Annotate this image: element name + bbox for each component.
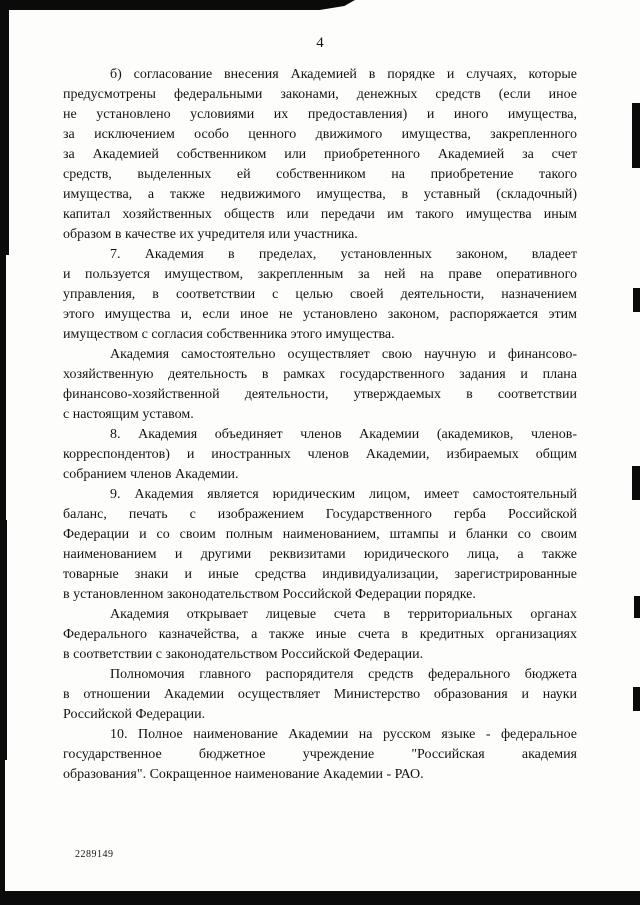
text-line: Академия открывает лицевые счета в территориальных органах bbox=[110, 607, 577, 622]
text-line: имуществом с согласия собственника этого имущества. bbox=[63, 327, 395, 342]
document-body bbox=[63, 65, 577, 785]
text-line: Российской Федерации. bbox=[63, 707, 206, 722]
text-line: за Академией собственником или приобретенного Академией за счет bbox=[63, 147, 577, 162]
scan-artifact-right-edge-5 bbox=[633, 687, 640, 711]
paragraph bbox=[63, 605, 577, 665]
text-line: 8. Академия объединяет членов Академии (академиков, членов- bbox=[110, 427, 577, 442]
text-line: Полномочия главного распорядителя средств федерального бюджета bbox=[110, 667, 577, 682]
text-line: и пользуется имуществом, закрепленным за ней на праве оперативного bbox=[63, 267, 577, 282]
text-line: образом в качестве их учредителя или участника. bbox=[63, 227, 358, 242]
scan-artifact-right-edge-4 bbox=[634, 596, 640, 618]
text-line: б) согласование внесения Академией в порядке и случаях, которые bbox=[110, 67, 577, 82]
paragraph bbox=[63, 425, 577, 485]
scan-artifact-top-edge bbox=[0, 0, 355, 10]
text-line: наименованием и другими реквизитами юридического лица, а также bbox=[63, 547, 577, 562]
scan-artifact-right-edge-1 bbox=[632, 103, 640, 168]
text-line: не установлено условиями их предоставления) и иного имущества, bbox=[63, 107, 577, 122]
scan-artifact-left-edge-3 bbox=[0, 520, 7, 760]
scan-artifact-right-edge-3 bbox=[632, 466, 640, 500]
text-line: в установленном законодательством Российской Федерации порядке. bbox=[63, 587, 476, 602]
text-line: в отношении Академии осуществляет Министерство образования и науки bbox=[63, 687, 577, 702]
scan-artifact-left-edge-2 bbox=[0, 255, 6, 520]
text-line: собранием членов Академии. bbox=[63, 467, 239, 482]
text-line: в соответствии с законодательством Российской Федерации. bbox=[63, 647, 424, 662]
text-line: капитал хозяйственных обществ или передачи им такого имущества иным bbox=[63, 207, 577, 222]
text-line: с настоящим уставом. bbox=[63, 407, 194, 422]
paragraph bbox=[63, 665, 577, 725]
paragraph bbox=[63, 345, 577, 425]
scan-artifact-right-edge-2 bbox=[633, 288, 640, 312]
text-line: корреспондентов) и иностранных членов Академии, избираемых общим bbox=[63, 447, 577, 462]
text-line: за исключением особо ценного движимого имущества, закрепленного bbox=[63, 127, 577, 142]
text-line: хозяйственную деятельность в рамках государственного задания и плана bbox=[63, 367, 577, 382]
scan-artifact-left-edge-1 bbox=[0, 0, 9, 255]
text-line: товарные знаки и иные средства индивидуализации, зарегистрированные bbox=[63, 567, 577, 582]
footer-code: 2289149 bbox=[75, 849, 114, 860]
text-line: баланс, печать с изображением Государственного герба Российской bbox=[63, 507, 577, 522]
text-line: средств, выделенных ей собственником на приобретение такого bbox=[63, 167, 577, 182]
text-line: имущества, а также недвижимого имущества, в уставный (складочный) bbox=[63, 187, 577, 202]
text-line: управления, в соответствии с целью своей деятельности, назначением bbox=[63, 287, 577, 302]
text-line: 7. Академия в пределах, установленных законом, владеет bbox=[110, 247, 577, 262]
paragraph bbox=[63, 245, 577, 345]
text-line: Федерального казначейства, а также иные счета в кредитных организациях bbox=[63, 627, 577, 642]
text-line: финансово-хозяйственной деятельности, утверждаемых в соответствии bbox=[63, 387, 577, 402]
text-line: образования". Сокращенное наименование Академии - РАО. bbox=[63, 767, 424, 782]
paragraph bbox=[63, 65, 577, 245]
paragraph bbox=[63, 725, 577, 785]
text-line: предусмотрены федеральными законами, денежных средств (если иное bbox=[63, 87, 577, 102]
text-line: 9. Академия является юридическим лицом, имеет самостоятельный bbox=[110, 487, 577, 502]
text-line: Академия самостоятельно осуществляет свою научную и финансово- bbox=[110, 347, 577, 362]
text-line: государственное бюджетное учреждение "Российская академия bbox=[63, 747, 577, 762]
scan-artifact-left-edge-4 bbox=[0, 760, 5, 905]
text-line: этого имущества и, если иное не установлено законом, распоряжается этим bbox=[63, 307, 577, 322]
page-number: 4 bbox=[316, 35, 324, 51]
text-line: 10. Полное наименование Академии на русском языке - федеральное bbox=[110, 727, 577, 742]
paragraph bbox=[63, 485, 577, 605]
scan-artifact-bottom-edge bbox=[0, 891, 640, 905]
text-line: Федерации и со своим полным наименованием, штампы и бланки со своим bbox=[63, 527, 577, 542]
